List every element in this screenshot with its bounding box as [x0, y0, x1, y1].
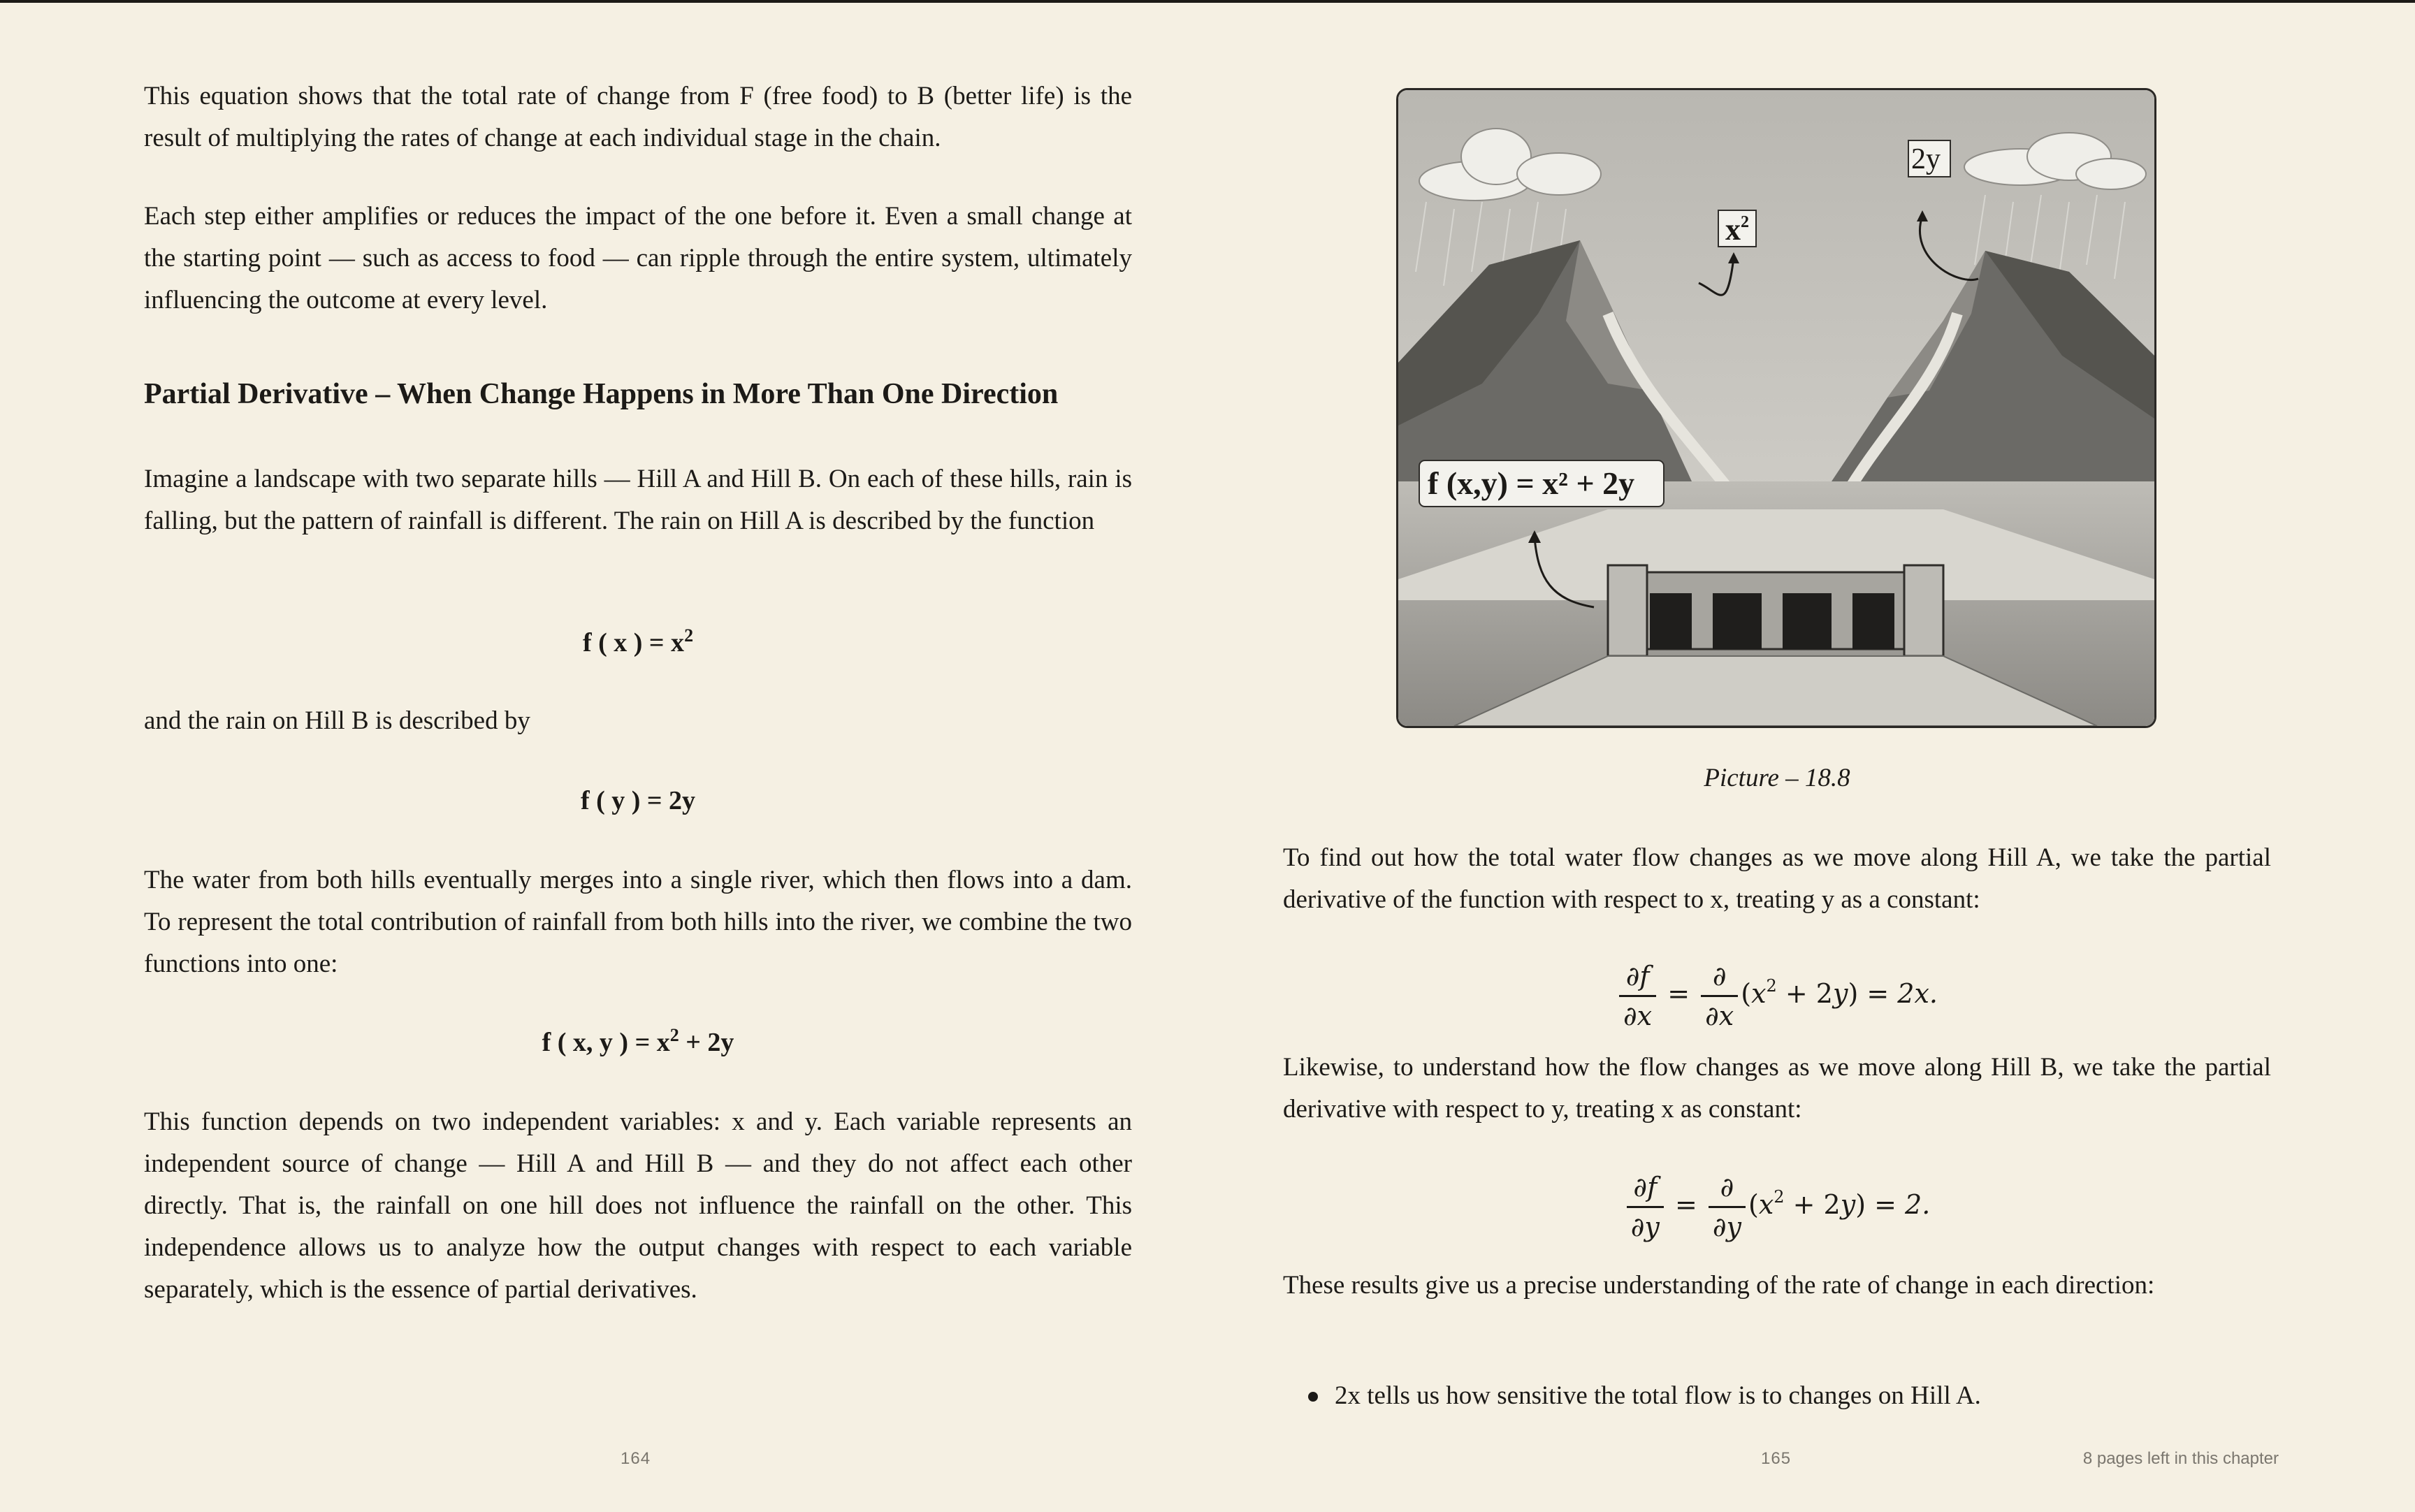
svg-text:x2: $x^2$: [1725, 212, 1749, 247]
section-heading: Partial Derivative – When Change Happens in More Than One Direction: [144, 378, 1059, 410]
figure-caption: Picture – 18.8: [1704, 764, 1850, 792]
right-page: [1283, 0, 2271, 1512]
page-number-right: 165: [1761, 1449, 1792, 1468]
paragraph: The water from both hills eventually merges into a single river, which then flows into a dam. To represent the total contribution of rainfall from both hills into the river, we combine the two functions into one:: [144, 866, 1132, 978]
equation-fy: f ( y ) = 2y: [580, 786, 696, 815]
list-item: 2x tells us how sensitive the total flow is to changes on Hill A.: [1308, 1375, 2217, 1417]
page-number-left: 164: [621, 1449, 651, 1468]
equation-fxy: f ( x, y ) = $x^2 + 2y$: [542, 1025, 734, 1057]
partial-derivative-y: $\frac{\partial f}{\partial y}$ = $\frac{\partial}{\partial y}$ $(x^2 + 2y) = 2$.: [1283, 1170, 2271, 1244]
paragraph: Likewise, to understand how the flow changes as we move along Hill B, we take the partial derivative with respect to y, treating x as constant:: [1283, 1053, 2271, 1124]
paragraph: To find out how the total water flow changes as we move along Hill A, we take the partial derivative of the function with respect to x, treating y as a constant:: [1283, 843, 2271, 914]
paragraph: This function depends on two independent variables: x and y. Each variable represents an independent source of change — Hill A and Hill B — and they do not affect each other directly. That is, the rainfall on one hill does not influence the rainfall on the other. This independence allows us to analyze how the output changes with respect to each variable separately, which is the essence of partial derivatives.: [144, 1107, 1132, 1304]
paragraph: and the rain on Hill B is described by: [144, 706, 530, 735]
paragraph: Each step either amplifies or reduces the impact of the one before it. Even a small change at the starting point — such as access to food — can ripple through the entire system, ultimately influencing the outcome at every level.: [144, 202, 1132, 314]
paragraph: This equation shows that the total rate of change from F (free food) to B (better life) is the result of multiplying the rates of change at each individual stage in the chain.: [144, 82, 1132, 152]
pages-left-indicator: 8 pages left in this chapter: [2082, 1449, 2279, 1468]
label-2y: 2y: [1911, 143, 1941, 175]
paragraph: Imagine a landscape with two separate hills — Hill A and Hill B. On each of these hills, rain is falling, but the pattern of rainfall is different. The rain on Hill A is described by the function: [144, 465, 1132, 535]
paragraph: These results give us a precise understanding of the rate of change in each direction:: [1283, 1271, 2155, 1300]
left-page: [144, 0, 1132, 1512]
label-fxy: f (x,y) = x² + 2y: [1428, 465, 1635, 501]
equation-fx: f ( x ) = $x^2$: [582, 625, 694, 657]
partial-derivative-x: $\frac{\partial f}{\partial x}$ = $\frac{\partial}{\partial x}$ $(x^2 + 2y) = 2x$.: [1283, 959, 2271, 1033]
bullet-dot: [1308, 1392, 1318, 1402]
